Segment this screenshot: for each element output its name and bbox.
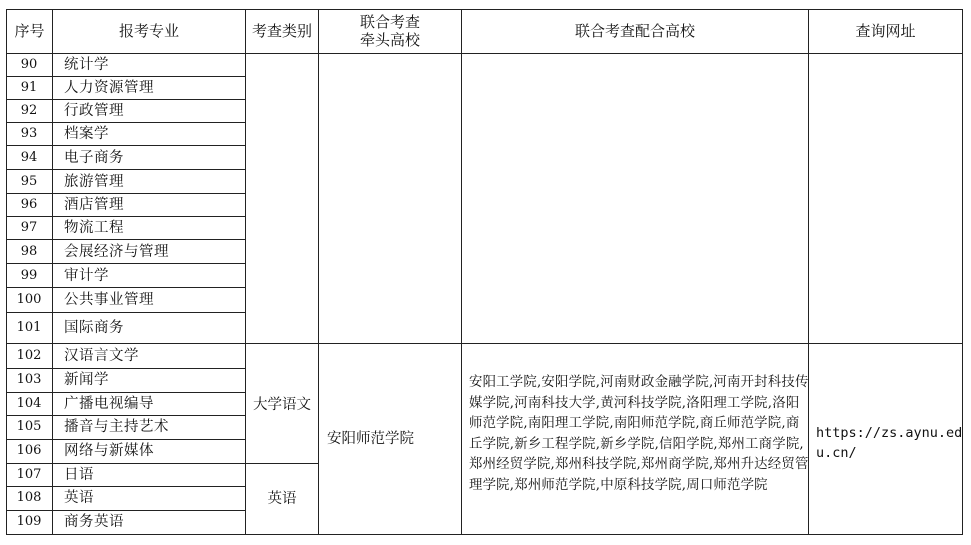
row-major: 广播电视编导 xyxy=(64,396,154,412)
row-major: 物流工程 xyxy=(64,220,124,236)
header-partners: 联合考查配合高校 xyxy=(574,22,695,40)
row-major: 公共事业管理 xyxy=(64,292,154,308)
row-seq: 99 xyxy=(20,268,38,283)
row-major: 档案学 xyxy=(64,126,109,142)
header-category: 考查类别 xyxy=(251,22,312,40)
row-seq: 100 xyxy=(16,292,42,307)
category-english: 英语 xyxy=(267,491,297,507)
row-seq: 95 xyxy=(20,174,38,189)
row-seq: 108 xyxy=(16,490,42,505)
row-major: 商务英语 xyxy=(64,514,124,530)
row-seq: 103 xyxy=(16,372,42,387)
row-major: 国际商务 xyxy=(64,320,124,336)
header-url: 查询网址 xyxy=(855,22,916,40)
row-seq: 107 xyxy=(16,467,42,482)
header-lead-line2: 牵头高校 xyxy=(359,31,420,49)
row-seq: 91 xyxy=(20,80,38,95)
row-major: 电子商务 xyxy=(64,150,124,166)
row-seq: 93 xyxy=(20,126,38,141)
row-seq: 101 xyxy=(16,320,42,335)
row-seq: 102 xyxy=(16,348,42,363)
row-seq: 98 xyxy=(20,244,38,259)
row-major: 统计学 xyxy=(64,57,109,73)
row-major: 审计学 xyxy=(64,268,109,284)
row-major: 行政管理 xyxy=(64,103,124,119)
row-major: 英语 xyxy=(64,490,94,506)
query-url[interactable]: https://zs.aynu.edu.cn/ xyxy=(816,425,963,461)
row-major: 旅游管理 xyxy=(64,174,124,190)
row-seq: 109 xyxy=(16,514,42,529)
row-seq: 92 xyxy=(20,103,38,118)
header-lead-school xyxy=(319,13,461,49)
header-seq: 序号 xyxy=(14,22,45,40)
category-chinese: 大学语文 xyxy=(253,397,311,413)
lead-school: 安阳师范学院 xyxy=(327,431,414,447)
partner-schools: 安阳工学院,安阳学院,河南财政金融学院,河南开封科技传媒学院,河南科技大学,黄河科技学院,洛阳理工学院,洛阳师范学院,南阳理工学院,南阳师范学院,商丘师范学院,商丘学院,新乡工程学院,新乡学院,信阳学院,郑州工商学院,郑州经贸学院,郑州科技学院,郑州商学院,郑州升达经贸管理学院,郑州师范学院,中原科技学院,周口师范学院 xyxy=(469,375,809,493)
header-major: 报考专业 xyxy=(118,22,179,40)
row-major: 人力资源管理 xyxy=(64,80,154,96)
row-seq: 96 xyxy=(20,197,38,212)
row-seq: 90 xyxy=(20,57,38,72)
row-major: 网络与新媒体 xyxy=(64,443,154,459)
row-major: 日语 xyxy=(64,467,94,483)
header-lead-line1: 联合考查 xyxy=(359,13,420,31)
row-seq: 104 xyxy=(16,396,42,411)
row-seq: 94 xyxy=(20,150,38,165)
row-major: 播音与主持艺术 xyxy=(64,419,169,435)
row-major: 新闻学 xyxy=(64,372,109,388)
row-major: 会展经济与管理 xyxy=(64,244,169,260)
row-seq: 105 xyxy=(16,419,42,434)
row-seq: 106 xyxy=(16,443,42,458)
row-major: 汉语言文学 xyxy=(64,348,139,364)
row-major: 酒店管理 xyxy=(64,197,124,213)
row-seq: 97 xyxy=(20,220,38,235)
